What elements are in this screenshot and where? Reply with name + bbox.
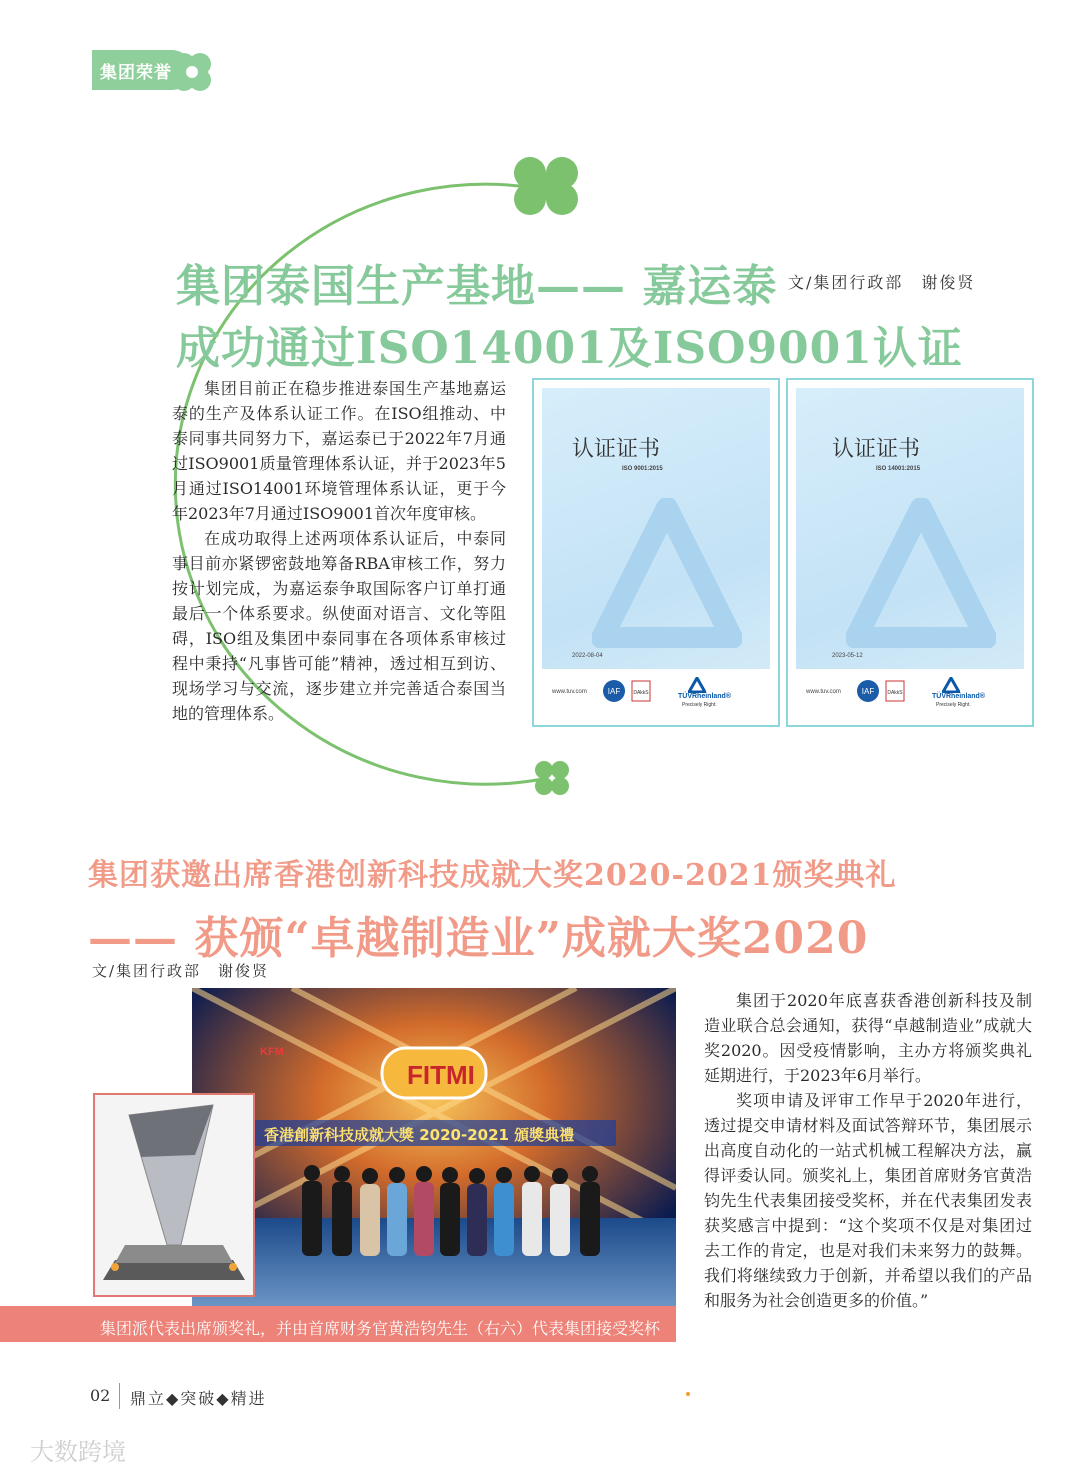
article2-paragraph: 奖项申请及评审工作早于2020年进行，透过提交申请材料及面试答辩环节，集团展示出高度自动化的一站式机械工程解决方法，赢得评委认同。颁奖礼上，集团首席财务官黄浩钧先生代表集团接受奖杯，并在代表集团发表获奖感言中提到：“这个奖项不仅是对集团过去工作的肯定，也是对我们未来努力的鼓舞。我们将继续致力于创新，并希望以我们的产品和服务为社会创造更多的价值。” [704, 1091, 1032, 1310]
tuv-slogan: Precisely Right. [936, 702, 971, 708]
dakks-logo-icon [884, 679, 906, 703]
certificate-site: www.tuv.com [806, 689, 841, 695]
certificate-heading: 认证证书 [832, 436, 921, 461]
sponsor-mark: KFM [260, 1046, 284, 1058]
decorative-dot [686, 1392, 690, 1396]
certificate-standard: ISO 14001:2015 [876, 466, 921, 472]
clover-icon [170, 50, 214, 94]
section-tag-label: 集团荣誉 [100, 63, 172, 83]
certificate-standard: ISO 9001:2015 [622, 466, 663, 472]
stage-banner: 香港創新科技成就大獎 2020-2021 頒獎典禮 [264, 1126, 575, 1144]
iaf-logo-icon [856, 679, 880, 703]
article1-title-line1: 集团泰国生产基地—— 嘉运泰 [176, 261, 778, 312]
tuv-logo-icon [688, 677, 706, 693]
certificate-iso14001 [786, 378, 1034, 727]
photo-caption: 集团派代表出席颁奖礼，并由首席财务官黄浩钧先生（右六）代表集团接受奖杯 [100, 1319, 661, 1338]
footer-slogan: 鼎立◆突破◆精进 [130, 1389, 267, 1408]
article2-body [704, 988, 1032, 1313]
watermark: 大数跨境 [30, 1438, 126, 1466]
tuv-brand: TÜVRheinland® [678, 693, 731, 700]
svg-text:DAkkS: DAkkS [887, 690, 903, 696]
iaf-logo-icon [602, 679, 626, 703]
clover-icon [535, 761, 569, 795]
article1-title-line2: 成功通过ISO14001及ISO9001认证 [176, 323, 963, 374]
stage-logo: FITMI [407, 1060, 475, 1090]
certificate-date: 2023-05-12 [832, 653, 863, 659]
tuv-logo-icon [942, 677, 960, 693]
tuv-brand: TÜVRheinland® [932, 693, 985, 700]
article1-paragraph: 集团目前正在稳步推进泰国生产基地嘉运泰的生产及体系认证工作。在ISO组推动、中泰同事共同努力下，嘉运泰已于2022年7月通过ISO9001质量管理体系认证，并于2023年5月通过ISO14001环境管理体系认证，更于今年2023年7月通过ISO9001首次年度审核。 [172, 379, 506, 523]
article2-title-line1: 集团获邀出席香港创新科技成就大奖2020-2021颁奖典礼 [88, 858, 897, 893]
certificate-site: www.tuv.com [552, 689, 587, 695]
article1-paragraph: 在成功取得上述两项体系认证后，中泰同事目前亦紧锣密鼓地筹备RBA审核工作，努力按计划完成，为嘉运泰争取国际客户订单打通最后一个体系要求。纵使面对语言、文化等阻碍，ISO组及集团中泰同事在各项体系审核过程中秉持“凡事皆可能”精神，透过相互到访、现场学习与交流，逐步建立并完善适合泰国当地的管理体系。 [172, 529, 506, 723]
trophy-photo [93, 1093, 255, 1297]
article1-body [172, 376, 506, 726]
article2-paragraph: 集团于2020年底喜获香港创新科技及制造业联合总会通知，获得“卓越制造业”成就大奖2020。因受疫情影响，主办方将颁奖典礼延期进行，于2023年6月举行。 [704, 991, 1032, 1085]
svg-text:IAF: IAF [861, 687, 875, 696]
article2-title-line2: —— 获颁“卓越制造业”成就大奖2020 [88, 913, 869, 964]
dakks-logo-icon [630, 679, 652, 703]
article1-byline: 文/集团行政部 谢俊贤 [788, 273, 976, 292]
certificate-date: 2022-08-04 [572, 653, 603, 659]
tuv-triangle-watermark [592, 498, 742, 648]
page-number: 02 [90, 1386, 111, 1405]
tuv-triangle-watermark [846, 498, 996, 648]
article2-byline: 文/集团行政部 谢俊贤 [92, 962, 270, 980]
footer-divider [119, 1383, 120, 1409]
ceremony-photo [192, 988, 676, 1310]
svg-text:DAkkS: DAkkS [633, 690, 649, 696]
certificate-heading: 认证证书 [572, 436, 661, 461]
certificate-iso9001 [532, 378, 780, 727]
clover-icon [514, 157, 578, 215]
svg-text:IAF: IAF [607, 687, 621, 696]
tuv-slogan: Precisely Right. [682, 702, 717, 708]
